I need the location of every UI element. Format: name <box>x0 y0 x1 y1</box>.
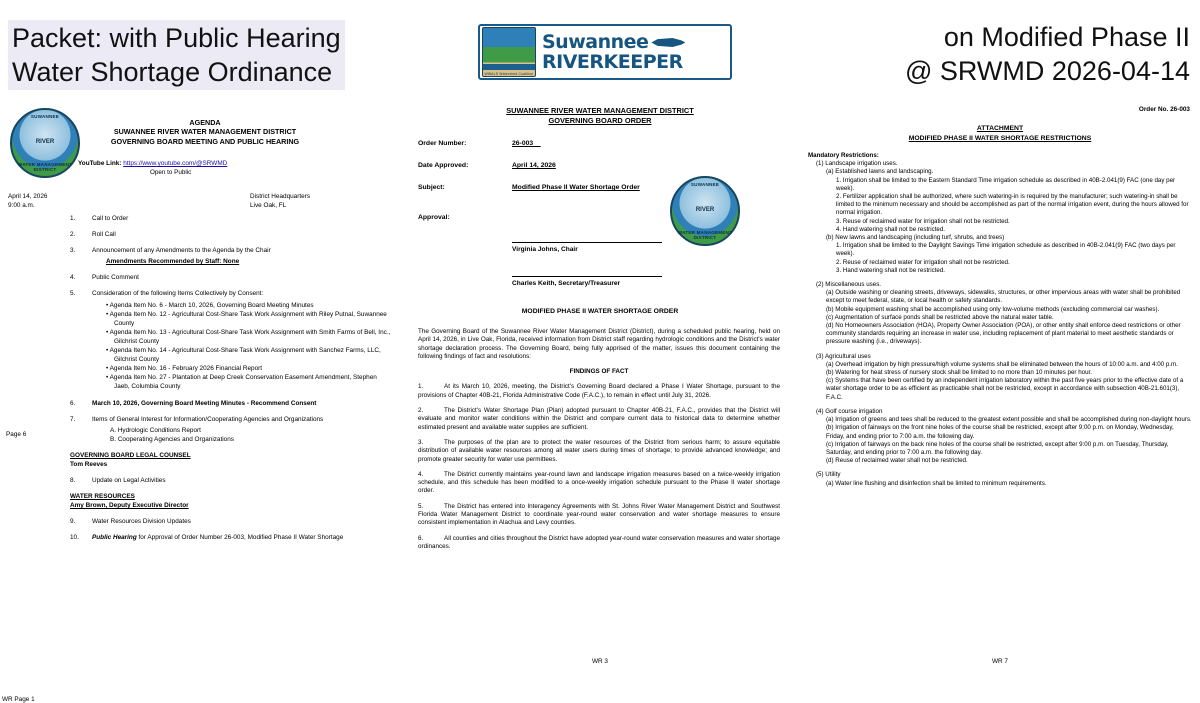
date-approved-value <box>512 162 556 169</box>
section-2-item-b-label: (b) <box>826 305 834 313</box>
section-3-title-text: Agricultural uses <box>824 352 871 360</box>
order-intro-paragraph: The Governing Board of the Suwannee River Water Management District (District), during a scheduled public hearing, held on April 14, 2026, in Live Oak, Florida, received information from District staff regarding hydrologic conditions and the District's water shortage declaration process. The Governing Board, being fully apprised of the matter, issues this document containing the following findings of fact and resolutions: <box>418 328 780 360</box>
attachment-order-no: Order No. 26-003 <box>1138 106 1190 113</box>
subject-value <box>512 184 640 191</box>
consent-bullet-3: • Agenda Item No. 13 - Agricultural Cost-Share Task Work Assignment with Smith Farms of Bell, Inc., Gilchrist County <box>106 328 391 345</box>
agenda-item-9-text: Water Resources Division Updates <box>92 518 191 526</box>
agenda-item-7-text: Items of General Interest for Information/Cooperating Agencies and Organizations <box>92 415 324 423</box>
restriction-section-3 <box>808 353 1192 402</box>
section-1-title-text: Landscape irrigation uses. <box>825 160 898 168</box>
fish-icon <box>651 38 685 47</box>
order-header-line1: SUWANNEE RIVER WATER MANAGEMENT DISTRICT <box>506 106 694 115</box>
youtube-link-row <box>78 160 227 167</box>
finding-5-num: 5. <box>418 502 424 510</box>
section-4-item-b <box>826 424 1192 440</box>
order-number-value <box>512 140 541 147</box>
section-1-b-sub-1: 1. Irrigation shall be limited to the Daylight Savings Time irrigation schedule as described in 40B-2.041(9) FAC (two days per week). <box>836 242 1176 258</box>
consent-bullet-2: • Agenda Item No. 12 - Agricultural Cost-Share Task Work Assignment with Riley Putnal, Suwannee County <box>106 310 387 327</box>
consent-bullet-1-text: Agenda Item No. 6 - March 10, 2026, Governing Board Meeting Minutes <box>109 301 314 309</box>
finding-2-text: The District's Water Shortage Plan (Plan) adopted pursuant to Chapter 40B-21, F.A.C., provides that the District will evaluate and monitor water conditions within the District and compare current data to historical data to determine whether estimated present and available water supplies are sufficient. <box>418 407 780 431</box>
agenda-header-line3: GOVERNING BOARD MEETING AND PUBLIC HEARING <box>110 136 300 146</box>
subject-label-text: Subject: <box>418 184 445 191</box>
order-seal-mid-text: RIVER <box>695 207 715 214</box>
agenda-item-7-letter-a: A. Hydrologic Conditions Report <box>110 426 201 434</box>
banner-left-line2: Water Shortage Ordinance <box>12 55 341 89</box>
finding-3 <box>418 439 780 464</box>
agenda-item-7 <box>70 415 392 444</box>
finding-3-num: 3. <box>418 438 424 446</box>
order-page-footer: WR 3 <box>592 658 608 665</box>
section-1-a-sub-4: 4. Hand watering shall not be restricted. <box>836 225 946 233</box>
section-1-item-b-label: (b) <box>826 234 834 242</box>
agenda-item-10-text: for Approval of Order Number 26-003, Modified Phase II Water Shortage <box>136 534 344 542</box>
section-2-item-d-text: No Homeowners Association (HOA), Property Owner Association (POA), or other entity shall enforce deed restrictions or other community standards requiring an increase in water use, including replacement of plant material to meet aesthetic standards or pressure washing (i.e., driveways). <box>826 322 1181 346</box>
findings-heading: FINDINGS OF FACT <box>569 368 629 376</box>
agenda-item-4-num: 4. <box>70 274 76 282</box>
finding-1 <box>418 383 780 400</box>
section-1-a-sub-1: 1. Irrigation shall be limited to the Eastern Standard Time irrigation schedule as described in 40B-2.041(9) FAC (one day per week). <box>836 176 1176 192</box>
section-2-item-a-label: (a) <box>826 289 834 297</box>
finding-2 <box>418 407 780 432</box>
agenda-item-5-text: Consideration of the following Items Collectively by Consent: <box>92 290 264 298</box>
date-approved-value-text: April 14, 2026 <box>512 162 556 169</box>
agenda-item-2-num: 2. <box>70 231 76 239</box>
chair-signature-line <box>512 242 662 243</box>
section-1-num: (1) <box>816 160 824 168</box>
section-2-item-c-text: Augmentation of surface ponds shall be restricted above the natural water table. <box>834 313 1054 321</box>
secretary-signature-name: Charles Keith, Secretary/Treasurer <box>512 280 621 287</box>
consent-bullet-1: • Agenda Item No. 6 - March 10, 2026, Governing Board Meeting Minutes <box>106 301 314 309</box>
section-4-item-d-label: (d) <box>826 457 834 465</box>
agenda-item-6-text: March 10, 2026, Governing Board Meeting Minutes - Recommend Consent <box>92 399 317 407</box>
restriction-section-2 <box>808 281 1192 347</box>
agenda-item-4-text: Public Comment <box>92 274 139 282</box>
agenda-item-3 <box>70 246 392 266</box>
section-1-item-a-text: Established lawns and landscaping. <box>835 168 934 176</box>
consent-bullet-3-text: Agenda Item No. 13 - Agricultural Cost-Share Task Work Assignment with Smith Farms of Bell, Inc., Gilchrist County <box>109 328 391 345</box>
section-1-item-b <box>826 234 1192 242</box>
agenda-header-line2: SUWANNEE RIVER WATER MANAGEMENT DISTRICT <box>113 127 297 137</box>
section-2-title-text: Miscellaneous uses. <box>825 281 882 289</box>
finding-1-num: 1. <box>418 383 424 391</box>
mandatory-restrictions-heading: Mandatory Restrictions: <box>808 152 879 159</box>
section-3-title <box>816 353 1192 361</box>
suwannee-riverkeeper-logo <box>478 24 732 80</box>
section-5-item-a-text: Water line flushing and disinfection shall be limited to minimum requirements. <box>835 479 1047 487</box>
section-5-num: (5) <box>816 471 824 479</box>
logo-line2: RIVERKEEPER <box>542 51 683 73</box>
agenda-item-1-num: 1. <box>70 215 76 222</box>
attachment-header-line2: MODIFIED PHASE II WATER SHORTAGE RESTRICTIONS <box>908 134 1092 142</box>
section-2-item-b-text: Mobile equipment washing shall be accomplished using only low-volume methods (excluding commercial car washes). <box>835 305 1160 313</box>
logo-line1: Suwannee <box>542 31 649 53</box>
order-seal-top-text: SUWANNEE <box>690 182 720 187</box>
overlay-banner <box>0 0 1200 96</box>
wwals-badge-icon <box>482 27 536 77</box>
page-mark-wr1: WR Page 1 <box>2 696 35 703</box>
finding-6-num: 6. <box>418 534 424 542</box>
banner-left-caption <box>8 20 345 90</box>
section-1-item-a-label: (a) <box>826 168 834 176</box>
consent-bullet-6-text: Agenda Item No. 27 - Plantation at Deep Creek Conservation Easement Amendment, Stephen Jaeb, Columbia County <box>109 374 377 391</box>
agenda-item-7-num: 7. <box>70 415 76 423</box>
agenda-item-6-num: 6. <box>70 399 76 407</box>
section-3-item-b-label: (b) <box>826 369 834 377</box>
page-mark-6: Page 6 <box>6 431 27 438</box>
attachment-header <box>820 124 1180 143</box>
section-legal-counsel-title: GOVERNING BOARD LEGAL COUNSEL <box>70 451 191 459</box>
agenda-item-8 <box>70 476 392 485</box>
section-5-item-a-label: (a) <box>826 479 834 487</box>
consent-bullet-6: • Agenda Item No. 27 - Plantation at Deep Creek Conservation Easement Amendment, Stephen Jaeb, Columbia County <box>106 374 377 391</box>
section-1-b-sub-2: 2. Reuse of reclaimed water for irrigation shall not be restricted. <box>836 258 1010 266</box>
section-4-item-d-text: Reuse of reclaimed water shall not be restricted. <box>835 457 968 465</box>
chair-signature-name: Virginia Johns, Chair <box>512 246 578 253</box>
section-2-item-a <box>826 289 1192 305</box>
agenda-header <box>60 118 350 146</box>
section-water-resources-title: WATER RESOURCES <box>70 493 135 501</box>
banner-right-line2: @ SRWMD 2026-04-14 <box>904 56 1190 86</box>
agenda-item-3-text: Announcement of any Amendments to the Agenda by the Chair <box>92 247 271 255</box>
section-2-item-d-label: (d) <box>826 322 834 330</box>
finding-2-num: 2. <box>418 407 424 415</box>
agenda-item-6 <box>70 399 392 408</box>
seal-top-text: SUWANNEE <box>30 114 60 119</box>
section-4-item-b-text: Irrigation of fairways on the front nine holes of the course shall be restricted, except after 9:00 p.m. on Monday, Wednesday, Friday, and ending prior to 7:00 a.m. the following day. <box>826 424 1174 440</box>
page-order <box>400 96 800 673</box>
section-water-resources <box>70 492 392 510</box>
section-legal-counsel <box>70 451 392 469</box>
section-2-item-c <box>826 314 1192 322</box>
agenda-item-1-text: Call to Order <box>92 215 129 222</box>
section-4-item-a-label: (a) <box>826 416 834 424</box>
order-number-label <box>418 140 466 147</box>
page-attachment <box>800 96 1200 673</box>
agenda-item-2-text: Roll Call <box>92 231 116 239</box>
meeting-time: 9:00 a.m. <box>8 202 35 209</box>
section-4-item-c-text: Irrigation of fairways on the back nine holes of the course shall be restricted, except after 9:00 p.m. on Tuesday, Thursday, Saturday, and ending prior to 7:00 a.m. the following day. <box>826 440 1169 456</box>
approval-label-text: Approval: <box>418 214 450 221</box>
document-pages <box>0 96 1200 703</box>
secretary-signature-line <box>512 276 662 277</box>
consent-bullet-4: • Agenda Item No. 14 - Agricultural Cost-Share Task Work Assignment with Sanchez Farms, LLC, Gilchrist County <box>106 347 381 364</box>
agenda-item-2 <box>70 230 392 239</box>
section-4-title <box>816 408 1192 416</box>
agenda-item-7-letters <box>110 426 392 444</box>
agenda-item-5 <box>70 289 392 391</box>
section-5-title-text: Utility <box>825 471 841 479</box>
subject-label <box>418 184 445 191</box>
consent-bullet-5: • Agenda Item No. 16 - February 2026 Financial Report <box>106 365 263 373</box>
section-3-num: (3) <box>816 352 824 360</box>
agenda-item-5-bullets <box>106 301 392 392</box>
agenda-item-10 <box>70 533 392 542</box>
section-4-item-c <box>826 441 1192 457</box>
agenda-item-1 <box>70 214 392 223</box>
order-number-label-text: Order Number: <box>418 140 467 147</box>
agenda-item-10-num: 10. <box>70 534 79 542</box>
section-4-item-c-label: (c) <box>826 440 834 448</box>
attachment-header-line1: ATTACHMENT <box>976 125 1024 132</box>
section-3-item-a <box>826 361 1192 369</box>
section-4-item-a-text: Irrigation of greens and tees shall be reduced to the greatest extent possible and shall be accomplished during non-daylight hours. <box>835 416 1192 424</box>
order-body <box>418 328 780 558</box>
section-2-item-c-label: (c) <box>826 313 834 321</box>
wwals-badge-caption: WWALS Watershed Coalition <box>484 72 534 76</box>
agenda-item-8-num: 8. <box>70 477 76 485</box>
meeting-location <box>250 192 310 210</box>
attachment-page-footer: WR 7 <box>992 658 1008 665</box>
restriction-section-5 <box>808 471 1192 487</box>
section-legal-counsel-person: Tom Reeves <box>70 460 108 468</box>
section-3-item-b <box>826 369 1192 377</box>
agenda-item-list <box>70 214 392 550</box>
section-water-resources-person: Amy Brown, Deputy Executive Director <box>70 502 189 510</box>
agenda-item-4 <box>70 273 392 282</box>
section-4-title-text: Golf course irrigation <box>825 407 883 415</box>
consent-bullet-4-text: Agenda Item No. 14 - Agricultural Cost-Share Task Work Assignment with Sanchez Farms, LLC, Gilchrist County <box>109 347 381 364</box>
meeting-datetime <box>8 192 47 210</box>
agenda-item-5-num: 5. <box>70 290 76 298</box>
agenda-item-10-italic: Public Hearing <box>92 534 137 542</box>
district-seal-icon-order <box>670 176 740 246</box>
finding-3-text: The purposes of the plan are to protect the water resources of the District from serious harm; to assure equitable distribution of available water resources among all water users during times of shortage; to provide advanced knowledge; and promote greater security for water use permittees. <box>418 438 780 463</box>
order-header <box>416 106 784 126</box>
date-approved-label-text: Date Approved: <box>418 162 469 169</box>
section-2-item-a-text: Outside washing or cleaning streets, driveways, sidewalks, structures, or other impervious areas with water shall be prohibited except to meet federal, state, or local health or safety standards. <box>826 289 1181 305</box>
youtube-label: YouTube Link: <box>78 160 122 167</box>
section-3-item-a-label: (a) <box>826 360 834 368</box>
section-1-title <box>816 160 1192 168</box>
open-to-public-note: Open to Public <box>150 169 192 176</box>
section-3-item-c-text: Systems that have been certified by an independent irrigation laboratory within the past five years prior to the effective date of a water shortage order to be as efficient as practicable shall not be restricted, except in accordance with subsection 40B-21.601(3), F.A.C. <box>826 377 1184 401</box>
section-3-item-c <box>826 377 1192 402</box>
section-4-num: (4) <box>816 407 824 415</box>
restriction-section-1 <box>808 160 1192 275</box>
finding-5 <box>418 503 780 528</box>
youtube-link[interactable]: https://www.youtube.com/@SRWMD <box>123 160 228 167</box>
seal-mid-text: RIVER <box>35 139 55 146</box>
date-approved-label <box>418 162 468 169</box>
agenda-item-3-num: 3. <box>70 247 76 255</box>
section-1-a-sub-2: 2. Fertilizer application shall be authorized, where such watering-in is required by the manufacturer; such watering-in shall be limited to the minimum necessary and should be accomplished as part of the normal irrigation event, during the hours allowed for normal irrigation. <box>836 193 1189 217</box>
banner-left-line1: Packet: with Public Hearing <box>12 23 341 53</box>
attachment-body <box>808 152 1192 494</box>
approval-label <box>418 214 450 221</box>
order-number-value-text: 26-003 <box>512 140 534 147</box>
section-2-item-b <box>826 306 1192 314</box>
section-2-item-d <box>826 322 1192 347</box>
finding-6 <box>418 535 780 552</box>
logo-wordmark <box>542 32 685 72</box>
section-4-item-a <box>826 416 1192 424</box>
section-3-item-a-text: Overhead irrigation by high pressure/high volume systems shall be eliminated between the hours of 10:00 a.m. and 4:00 p.m. <box>835 360 1178 368</box>
agenda-item-9 <box>70 517 392 526</box>
section-4-item-d <box>826 457 1192 465</box>
section-2-num: (2) <box>816 281 824 289</box>
page-agenda <box>0 96 400 703</box>
banner-right-line1: on Modified Phase II <box>943 22 1190 52</box>
finding-4-text: The District currently maintains year-round lawn and landscape irrigation measures based on a twice-weekly irrigation schedule, and this schedule has been modified to a once-weekly irrigation schedule pursuant to the Phase II water shortage order. <box>418 470 780 495</box>
meeting-location-line1: District Headquarters <box>250 193 311 200</box>
agenda-item-9-num: 9. <box>70 518 76 526</box>
meeting-location-line2: Live Oak, FL <box>250 202 287 209</box>
section-2-title <box>816 281 1192 289</box>
section-5-item-a <box>826 480 1192 488</box>
section-5-title <box>816 471 1192 479</box>
order-header-line2: GOVERNING BOARD ORDER <box>548 116 652 125</box>
agenda-item-3-note: Amendments Recommended by Staff: None <box>106 258 240 266</box>
agenda-header-line1: AGENDA <box>189 118 221 127</box>
seal-bottom-text: WATER MANAGEMENT DISTRICT <box>17 162 73 172</box>
restriction-section-4 <box>808 408 1192 465</box>
finding-1-text: At its March 10, 2026, meeting, the District's Governing Board declared a Phase I Water Shortage, pursuant to the provisions of Chapter 40B-21, Florida Administrative Code (F.A.C.), to remain in effect until July 31, 2026. <box>418 383 780 399</box>
consent-bullet-2-text: Agenda Item No. 12 - Agricultural Cost-Share Task Work Assignment with Riley Putnal, Suwannee County <box>109 310 387 327</box>
order-title: MODIFIED PHASE II WATER SHORTAGE ORDER <box>521 308 679 315</box>
section-3-item-b-text: Watering for heat stress of nursery stock shall be limited to no more than 10 minutes per hour. <box>835 369 1092 377</box>
meeting-date: April 14, 2026 <box>8 193 48 200</box>
finding-4-num: 4. <box>418 470 424 478</box>
banner-right-caption <box>905 20 1190 88</box>
section-3-item-c-label: (c) <box>826 377 834 385</box>
agenda-item-7-letter-b: B. Cooperating Agencies and Organizations <box>110 435 234 443</box>
finding-5-text: The District has entered into Interagency Agreements with St. Johns River Water Management District and Southwest Florida Water Management District to coordinate year-round water conservation and water shortage measures to ensure consistent implementation in Alachua and Levy counties. <box>418 502 780 527</box>
section-4-item-b-label: (b) <box>826 424 834 432</box>
section-1-a-sub-3: 3. Reuse of reclaimed water for irrigation shall not be restricted. <box>836 217 1010 225</box>
agenda-item-8-text: Update on Legal Activities <box>92 477 166 485</box>
finding-6-text: All counties and cities throughout the District have adopted year-round water conservation measures and water shortage ordinances. <box>418 534 780 550</box>
subject-value-text: Modified Phase II Water Shortage Order <box>512 184 640 191</box>
consent-bullet-5-text: Agenda Item No. 16 - February 2026 Financial Report <box>109 365 263 373</box>
section-1-b-sub-3: 3. Hand watering shall not be restricted. <box>836 266 946 274</box>
order-seal-bottom-text: WATER MANAGEMENT DISTRICT <box>677 230 733 240</box>
section-1-item-a <box>826 168 1192 176</box>
finding-4 <box>418 471 780 496</box>
section-1-item-b-text: New lawns and landscaping (including turf, shrubs, and trees) <box>835 234 1005 242</box>
